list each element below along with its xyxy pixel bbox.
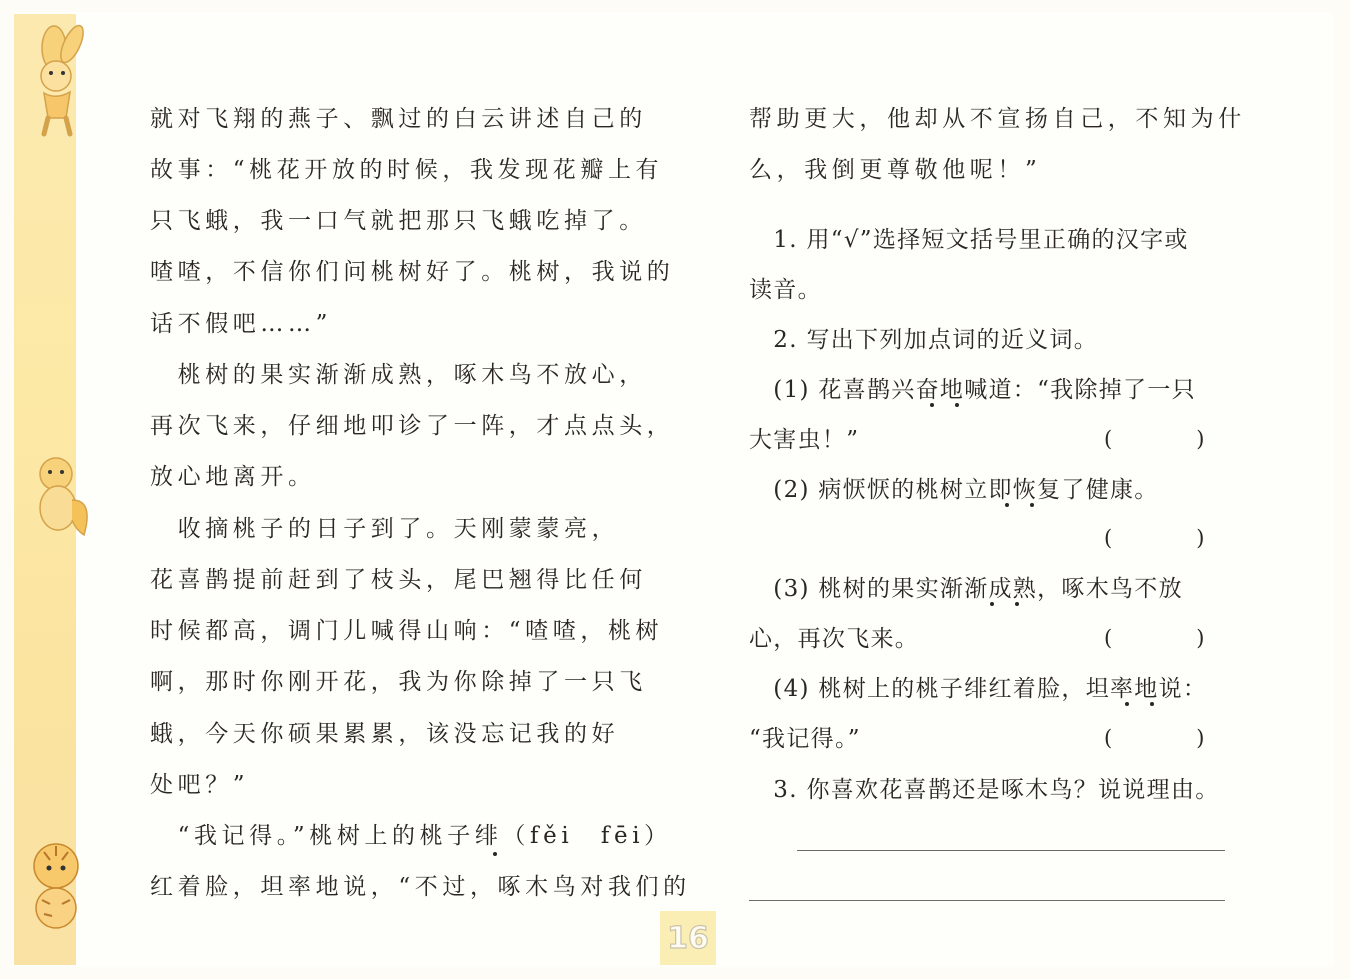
paragraph-line: 故事：“桃花开放的时候，我发现花瓣上有 [150,157,664,183]
emphasis-dot [930,403,934,407]
paragraph-line: 啊，那时你刚开花，我为你除掉了一只飞 [150,669,647,695]
question-line: 读音。 [749,277,822,303]
paragraph-line: 收摘桃子的日子到了。天刚蒙蒙亮， [150,516,620,542]
emphasis-dot [990,602,994,606]
paragraph-line: “我记得。”桃树上的桃子绯（fěi fēi） [150,823,672,849]
answer-blank[interactable]: ( ) [1104,626,1205,650]
paragraph-line: 就对飞翔的燕子、飘过的白云讲述自己的 [150,106,647,132]
answer-blank[interactable]: ( ) [1104,726,1205,750]
answer-blank[interactable]: ( ) [1104,427,1205,451]
paragraph-line: 时候都高，调门儿喊得山响：“喳喳，桃树 [150,618,664,644]
paragraph-line: 花喜鹊提前赶到了枝头，尾巴翘得比任何 [150,567,647,593]
answer-writing-line[interactable] [797,850,1225,851]
emphasis-dot [1015,602,1019,606]
emphasis-dot [1030,503,1034,507]
question-line: 大害虫！” [749,427,860,453]
emphasis-dot [1125,702,1129,706]
squirrel-cartoon-icon [14,440,94,560]
answer-writing-line[interactable] [749,900,1225,901]
rabbit-cartoon-icon [14,18,94,138]
page-number: 16 [667,920,709,956]
emphasis-dot [955,403,959,407]
paragraph-line: 红着脸，坦率地说，“不过，啄木鸟对我们的 [150,874,691,900]
paragraph-line: 帮助更大，他却从不宣扬自己，不知为什 [749,106,1246,132]
question-line: (4) 桃树上的桃子绯红着脸，坦率地说： [749,676,1208,702]
question-line: 3. 你喜欢花喜鹊还是啄木鸟？说说理由。 [749,777,1220,803]
paragraph-line: 放心地离开。 [150,464,316,490]
answer-blank[interactable]: ( ) [1104,526,1205,550]
question-line: “我记得。” [749,726,861,752]
paragraph-line: 么，我倒更尊敬他呢！” [749,157,1042,183]
question-line: (2) 病恹恹的桃树立即恢复了健康。 [749,477,1159,503]
emphasis-dot [1005,503,1009,507]
question-line: (3) 桃树的果实渐渐成熟，啄木鸟不放 [749,576,1183,602]
paragraph-line: 只飞蛾，我一口气就把那只飞蛾吃掉了。 [150,208,647,234]
page-number-badge [660,911,716,965]
emphasis-dot [1150,702,1154,706]
paragraph-line: 处吧？” [150,772,250,798]
emphasis-dot [493,852,497,856]
question-line: 2. 写出下列加点词的近义词。 [749,327,1099,353]
paragraph-line: 再次飞来，仔细地叩诊了一阵，才点点头， [150,413,675,439]
question-line: 心，再次飞来。 [749,626,920,652]
paragraph-line: 话不假吧……” [150,311,332,337]
question-line: (1) 花喜鹊兴奋地喊道：“我除掉了一只 [749,377,1196,403]
tiger-cartoon-icon [14,820,94,940]
paragraph-line: 喳喳，不信你们问桃树好了。桃树，我说的 [150,259,675,285]
question-line: 1. 用“√”选择短文括号里正确的汉字或 [749,227,1189,253]
paragraph-line: 桃树的果实渐渐成熟，啄木鸟不放心， [150,362,647,388]
paragraph-line: 蛾，今天你硕果累累，该没忘记我的好 [150,721,620,747]
